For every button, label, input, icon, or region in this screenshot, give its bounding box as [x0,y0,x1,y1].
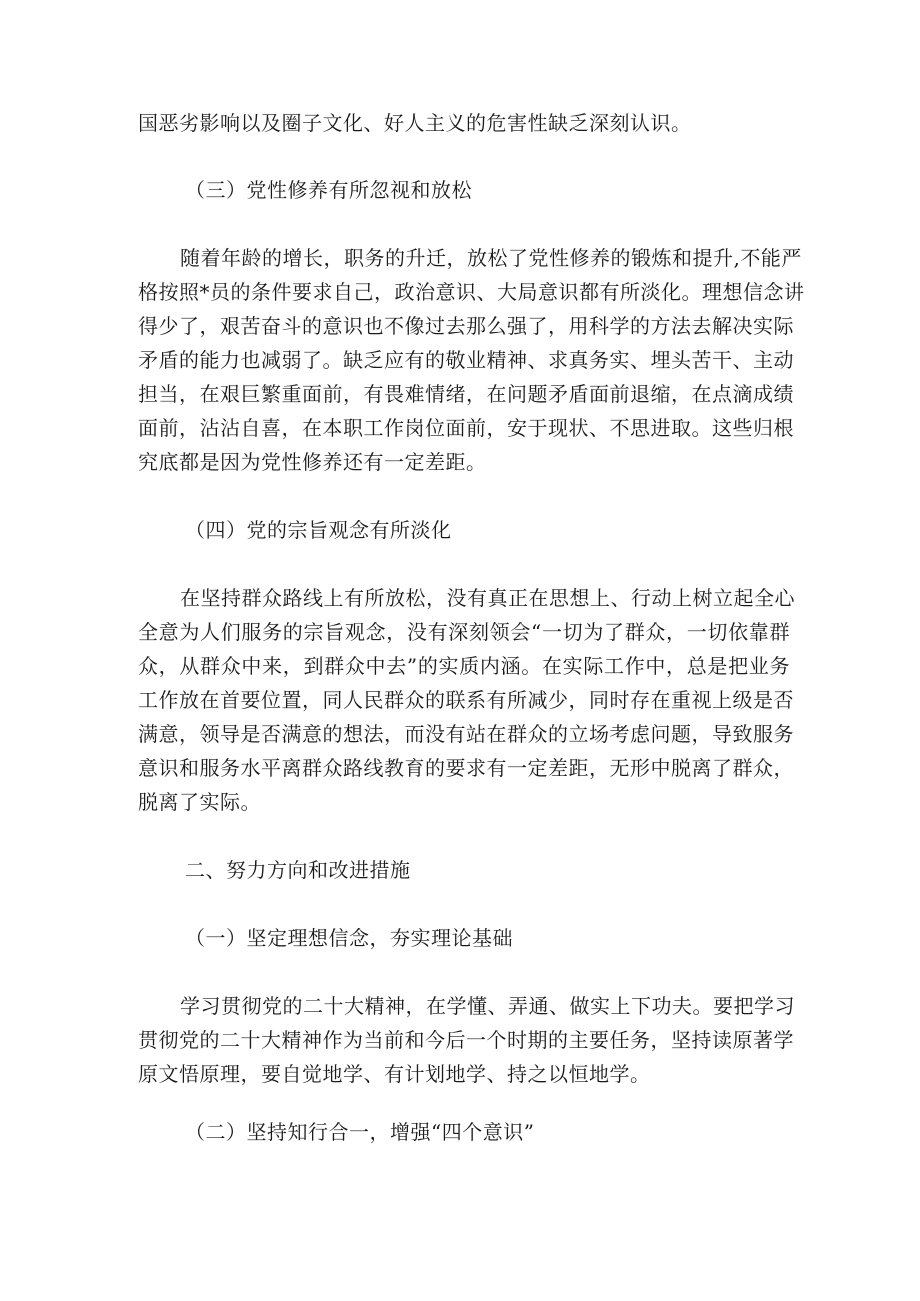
paragraph-line: 工作放在首要位置，同人民群众的联系有所减少，同时存在重视上级是否 [138,688,794,712]
paragraph-line: 原文悟原理，要自觉地学、有计划地学、持之以恒地学。 [138,1062,651,1086]
paragraph-line: 面前，沾沾自喜，在本职工作岗位面前，安于现状、不思进取。这些归根 [138,416,794,440]
paragraph-line: 学习贯彻党的二十大精神，在学懂、弄通、做实上下功夫。要把学习 [180,994,795,1018]
section-heading-4: （四）党的宗旨观念有所淡化 [185,518,452,542]
paragraph-line: 格按照*员的条件要求自己，政治意识、大局意识都有所淡化。理想信念讲 [138,280,805,304]
section-heading-3: （三）党性修养有所忽视和放松 [185,178,472,202]
paragraph-line: 全意为人们服务的宗旨观念，没有深刻领会“一切为了群众，一切依靠群 [138,620,790,644]
paragraph-line: 得少了，艰苦奋斗的意识也不像过去那么强了，用科学的方法去解决实际 [138,314,794,338]
paragraph-line: 贯彻党的二十大精神作为当前和今后一个时期的主要任务，坚持读原著学 [138,1028,794,1052]
paragraph-line: 脱离了实际。 [138,790,261,814]
section-heading-2-1: （一）坚定理想信念，夯实理论基础 [185,926,513,950]
paragraph-line: 意识和服务水平离群众路线教育的要求有一定差距，无形中脱离了群众， [138,756,794,780]
part-heading: 二、努力方向和改进措施 [185,858,411,882]
paragraph-line: 满意，领导是否满意的想法，而没有站在群众的立场考虑问题，导致服务 [138,722,794,746]
paragraph-line: 国恶劣影响以及圈子文化、好人主义的危害性缺乏深刻认识。 [138,111,692,135]
paragraph-line: 担当，在艰巨繁重面前，有畏难情绪，在问题矛盾面前退缩，在点滴成绩 [138,382,794,406]
paragraph-line: 究底都是因为党性修养还有一定差距。 [138,450,487,474]
section-heading-2-2: （二）坚持知行合一，增强“四个意识” [185,1120,535,1144]
paragraph-line: 在坚持群众路线上有所放松，没有真正在思想上、行动上树立起全心 [180,586,795,610]
paragraph-line: 矛盾的能力也减弱了。缺乏应有的敬业精神、求真务实、埋头苦干、主动 [138,348,794,372]
paragraph-line: 众，从群众中来，到群众中去”的实质内涵。在实际工作中，总是把业务 [138,654,790,678]
paragraph-line: 随着年龄的增长，职务的升迁，放松了党性修养的锻炼和提升,不能严 [180,246,802,270]
